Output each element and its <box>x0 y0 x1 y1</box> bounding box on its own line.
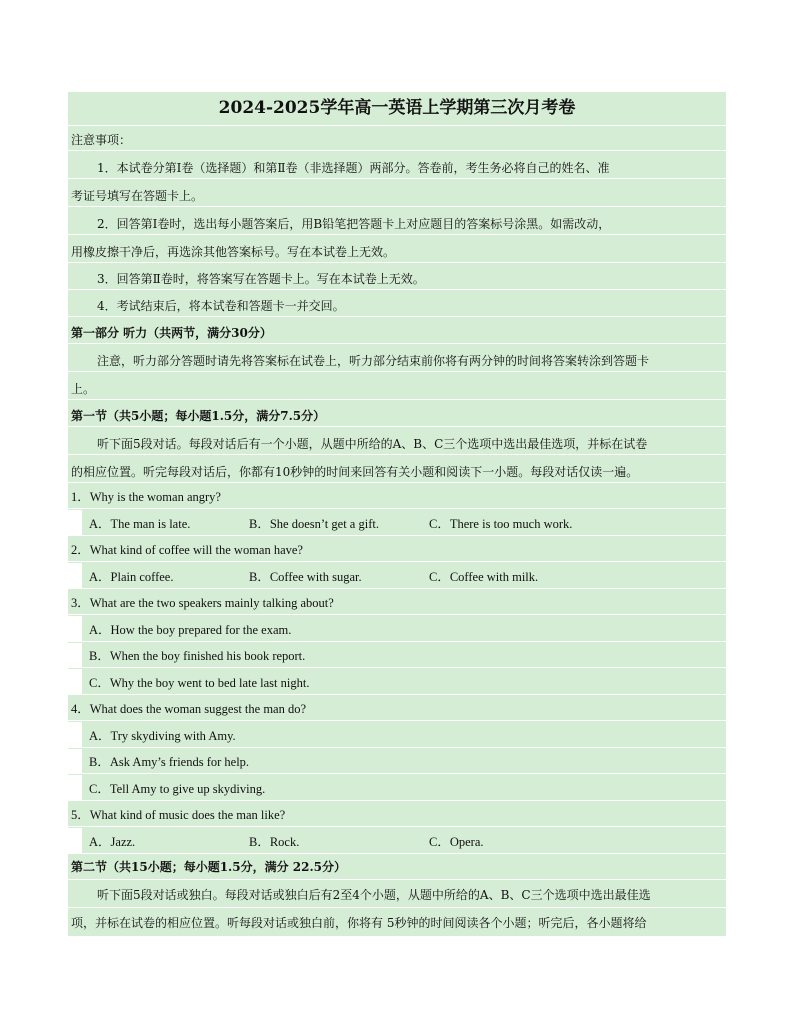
notice-item: 用橡皮擦干净后，再选涂其他答案标号。写在本试卷上无效。 <box>71 245 396 259</box>
question-stem: 3．What are the two speakers mainly talking about? <box>71 596 334 610</box>
option-c: C．There is too much work. <box>429 517 573 531</box>
option-a: A．The man is late. <box>89 517 191 531</box>
row <box>68 827 726 854</box>
option-c: C．Tell Amy to give up skydiving. <box>89 782 266 796</box>
option-indent <box>68 722 82 747</box>
part1-note: 上。 <box>71 382 96 396</box>
part1-note: 注意，听力部分答题时请先将答案标在试卷上，听力部分结束前你将有两分钟的时间将答案转涂到答题卡 <box>97 354 650 368</box>
option-indent <box>68 669 82 694</box>
question-stem: 2．What kind of coffee will the woman have? <box>71 543 303 557</box>
notice-item: 2．回答第Ⅰ卷时，选出每小题答案后，用B铅笔把答题卡上对应题目的答案标号涂黑。如需改动， <box>97 217 611 231</box>
section2-heading: 第二节（共15小题；每小题1.5分，满分 22.5分） <box>71 860 346 874</box>
section1-heading: 第一节（共5小题；每小题1.5分，满分7.5分） <box>71 409 326 423</box>
section1-instructions: 听下面5段对话。每段对话后有一个小题，从题中所给的A、B、C三个选项中选出最佳选项，并标在试卷 <box>97 437 648 451</box>
option-indent <box>68 749 82 774</box>
question-stem: 4．What does the woman suggest the man do? <box>71 702 307 716</box>
question-stem: 5．What kind of music does the man like? <box>71 808 286 822</box>
option-indent <box>68 775 82 800</box>
option-c: C．Opera. <box>429 835 484 849</box>
part1-heading: 第一部分 听力（共两节，满分30分） <box>71 326 272 340</box>
option-b: B．Rock. <box>249 835 300 849</box>
notice-heading: 注意事项： <box>71 133 132 147</box>
option-indent <box>68 510 82 535</box>
option-c: C．Coffee with milk. <box>429 570 539 584</box>
row <box>68 126 726 151</box>
option-b: B．Ask Amy’s friends for help. <box>89 755 250 769</box>
section2-instructions: 项，并标在试卷的相应位置。听每段对话或独白前，你将有 5秒钟的时间阅读各个小题；听完后，各小题将给 <box>71 916 647 930</box>
exam-sheet <box>68 92 726 936</box>
notice-item: 4．考试结束后，将本试卷和答题卡一并交回。 <box>97 299 345 313</box>
option-c: C．Why the boy went to bed late last night. <box>89 676 310 690</box>
option-a: A．Plain coffee. <box>89 570 174 584</box>
option-a: A．How the boy prepared for the exam. <box>89 623 292 637</box>
option-b: B．She doesn’t get a gift. <box>249 517 379 531</box>
option-indent <box>68 828 82 853</box>
question-stem: 1．Why is the woman angry? <box>71 490 221 504</box>
option-b: B．Coffee with sugar. <box>249 570 362 584</box>
notice-item: 考证号填写在答题卡上。 <box>71 189 204 203</box>
option-a: A．Try skydiving with Amy. <box>89 729 236 743</box>
row <box>68 372 726 400</box>
option-indent <box>68 563 82 588</box>
option-b: B．When the boy finished his book report. <box>89 649 306 663</box>
option-a: A．Jazz. <box>89 835 136 849</box>
section2-instructions: 听下面5段对话或独白。每段对话或独白后有2至4个小题，从题中所给的A、B、C三个选项中选出最佳选 <box>97 888 651 902</box>
page-title: 2024-2025学年高一英语上学期第三次月考卷 <box>218 98 576 118</box>
notice-item: 3．回答第Ⅱ卷时，将答案写在答题卡上。写在本试卷上无效。 <box>97 272 425 286</box>
option-indent <box>68 616 82 641</box>
section1-instructions: 的相应位置。听完每段对话后，你都有10秒钟的时间来回答有关小题和阅读下一小题。每段对话仅读一遍。 <box>71 465 639 479</box>
option-indent <box>68 643 82 668</box>
notice-item: 1．本试卷分第Ⅰ卷（选择题）和第Ⅱ卷（非选择题）两部分。答卷前，考生务必将自己的姓名、准 <box>97 161 610 175</box>
